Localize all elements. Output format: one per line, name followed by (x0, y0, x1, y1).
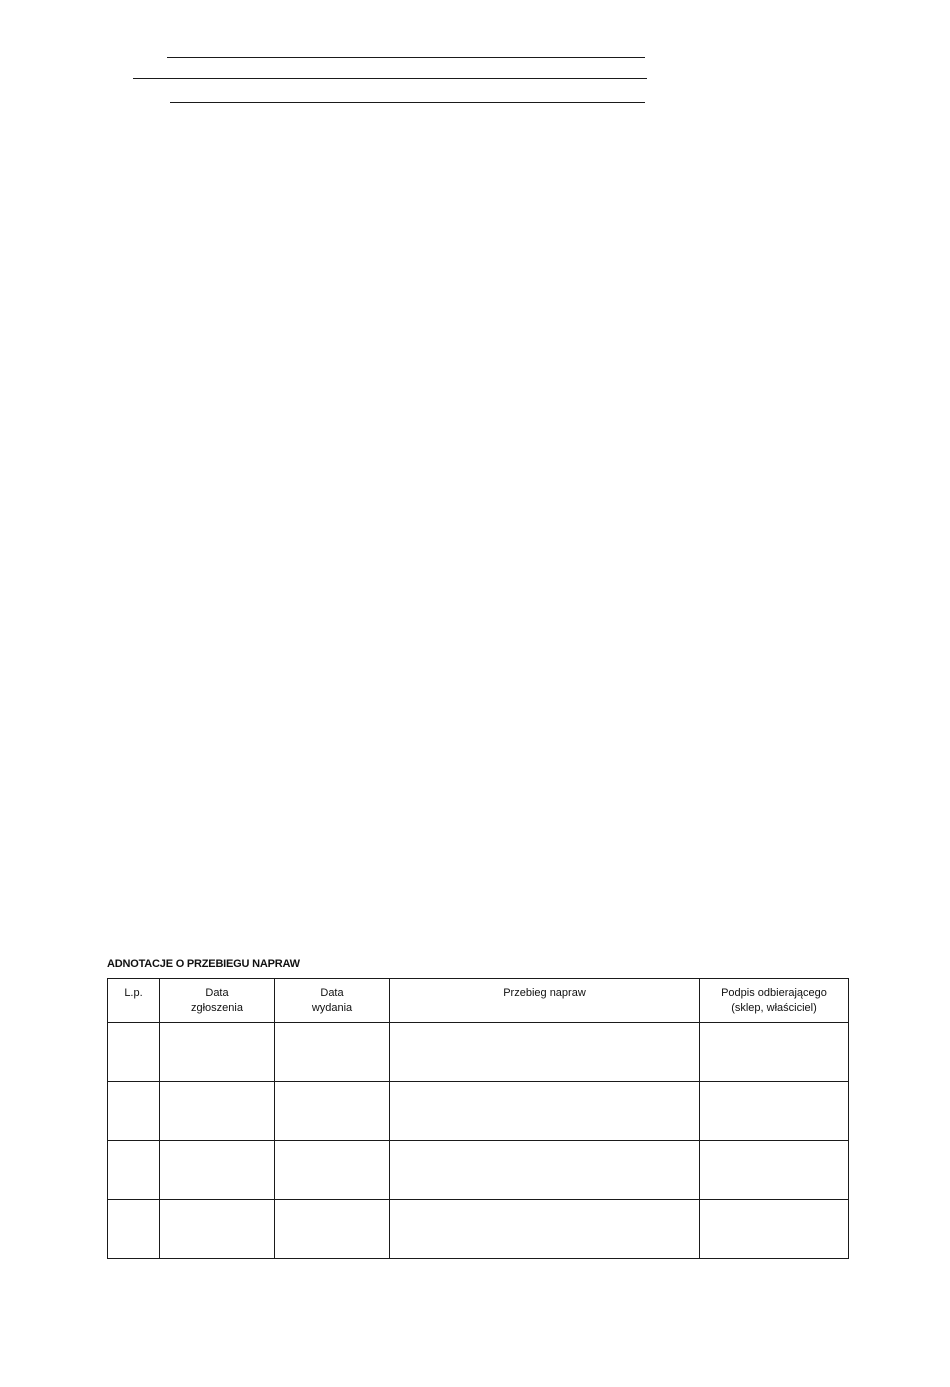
header-repair-history-label: Przebieg napraw (503, 987, 586, 999)
table-row (108, 1141, 849, 1200)
header-repair-history (390, 979, 700, 1023)
cell-date-issued[interactable] (275, 1141, 390, 1200)
header-date-reported-line2: zgłoszenia (191, 1002, 243, 1014)
blank-line-2 (133, 78, 647, 79)
cell-date-reported[interactable] (160, 1023, 275, 1082)
section-heading: ADNOTACJE O PRZEBIEGU NAPRAW (107, 958, 300, 970)
cell-date-issued[interactable] (275, 1023, 390, 1082)
cell-repair-history[interactable] (390, 1141, 700, 1200)
blank-line-3 (170, 102, 645, 103)
cell-date-reported[interactable] (160, 1200, 275, 1259)
header-signature-line2: (sklep, właściciel) (731, 1002, 817, 1014)
header-date-issued-line2: wydania (311, 1002, 353, 1014)
cell-signature[interactable] (700, 1023, 849, 1082)
cell-date-issued[interactable] (275, 1082, 390, 1141)
blank-line-1 (167, 57, 645, 58)
cell-lp[interactable] (108, 1141, 160, 1200)
table-header-row (108, 979, 849, 1023)
cell-signature[interactable] (700, 1141, 849, 1200)
header-signature (700, 979, 849, 1023)
cell-date-reported[interactable] (160, 1082, 275, 1141)
header-lp (108, 979, 160, 1023)
header-date-issued (275, 979, 390, 1023)
cell-repair-history[interactable] (390, 1082, 700, 1141)
header-lp-label: L.p. (124, 987, 143, 999)
cell-date-issued[interactable] (275, 1200, 390, 1259)
cell-repair-history[interactable] (390, 1023, 700, 1082)
header-date-reported-line1: Data (205, 987, 229, 999)
cell-signature[interactable] (700, 1200, 849, 1259)
cell-date-reported[interactable] (160, 1141, 275, 1200)
header-signature-line1: Podpis odbierającego (721, 987, 827, 999)
cell-lp[interactable] (108, 1082, 160, 1141)
header-date-issued-line1: Data (320, 987, 344, 999)
cell-lp[interactable] (108, 1023, 160, 1082)
cell-lp[interactable] (108, 1200, 160, 1259)
table-row (108, 1082, 849, 1141)
table-row (108, 1200, 849, 1259)
header-date-reported (160, 979, 275, 1023)
repairs-table (107, 978, 849, 1259)
cell-repair-history[interactable] (390, 1200, 700, 1259)
table-row (108, 1023, 849, 1082)
cell-signature[interactable] (700, 1082, 849, 1141)
